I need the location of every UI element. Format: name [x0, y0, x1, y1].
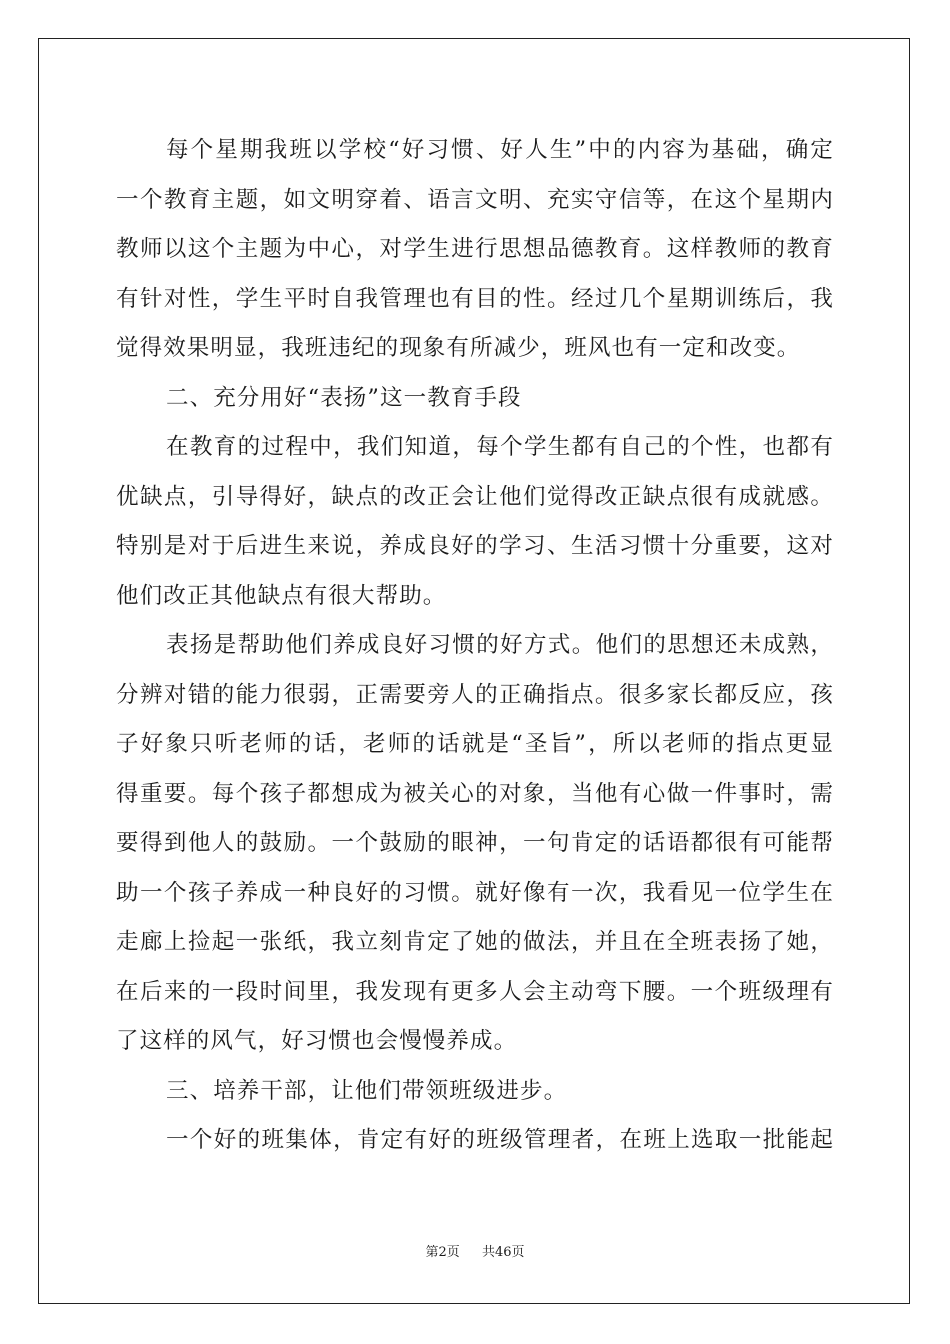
- paragraph-line: 他们改正其他缺点有很大帮助。: [116, 582, 447, 609]
- total-pages: 共46页: [482, 1245, 525, 1260]
- section-heading: 三、培养干部，让他们带领班级进步。: [166, 1077, 568, 1104]
- paragraph-line: 每个星期我班以学校“好习惯、好人生”中的内容为基础，确定: [166, 137, 834, 163]
- paragraph-line: 特别是对于后进生来说，养成良好的学习、生活习惯十分重要，这对: [116, 533, 834, 559]
- page-number: 第2页: [425, 1245, 460, 1260]
- document-body: [116, 126, 834, 1166]
- paragraph-line: 有针对性，学生平时自我管理也有目的性。经过几个星期训练后，我: [116, 285, 834, 312]
- paragraph-line: 觉得效果明显，我班违纪的现象有所减少，班风也有一定和改变。: [116, 335, 801, 361]
- paragraph-line: 一个教育主题，如文明穿着、语言文明、充实守信等，在这个星期内: [116, 186, 834, 213]
- paragraph-line: 要得到他人的鼓励。一个鼓励的眼神，一句肯定的话语都很有可能帮: [116, 830, 834, 856]
- paragraph-line: 教师以这个主题为中心，对学生进行思想品德教育。这样教师的教育: [116, 236, 834, 262]
- paragraph-line: 优缺点，引导得好，缺点的改正会让他们觉得改正缺点很有成就感。: [116, 483, 834, 510]
- paragraph-line: 分辨对错的能力很弱，正需要旁人的正确指点。很多家长都反应，孩: [116, 681, 834, 708]
- paragraph-line: 得重要。每个孩子都想成为被关心的对象，当他有心做一件事时，需: [116, 780, 834, 807]
- paragraph-line: 子好象只听老师的话，老师的话就是“圣旨”，所以老师的指点更显: [116, 731, 834, 757]
- paragraph-line: 一个好的班集体，肯定有好的班级管理者，在班上选取一批能起: [166, 1127, 834, 1153]
- section-heading: 二、充分用好“表扬”这一教育手段: [166, 384, 522, 411]
- paragraph-line: 助一个孩子养成一种良好的习惯。就好像有一次，我看见一位学生在: [116, 879, 834, 906]
- paragraph-line: 了这样的风气，好习惯也会慢慢养成。: [116, 1028, 518, 1054]
- paragraph-line: 表扬是帮助他们养成良好习惯的好方式。他们的思想还未成熟，: [166, 632, 834, 658]
- paragraph-line: 在后来的一段时间里，我发现有更多人会主动弯下腰。一个班级理有: [116, 978, 834, 1005]
- paragraph-line: 在教育的过程中，我们知道，每个学生都有自己的个性，也都有: [166, 434, 834, 460]
- paragraph-line: 走廊上捡起一张纸，我立刻肯定了她的做法，并且在全班表扬了她，: [116, 929, 834, 955]
- page-footer: [0, 1241, 950, 1260]
